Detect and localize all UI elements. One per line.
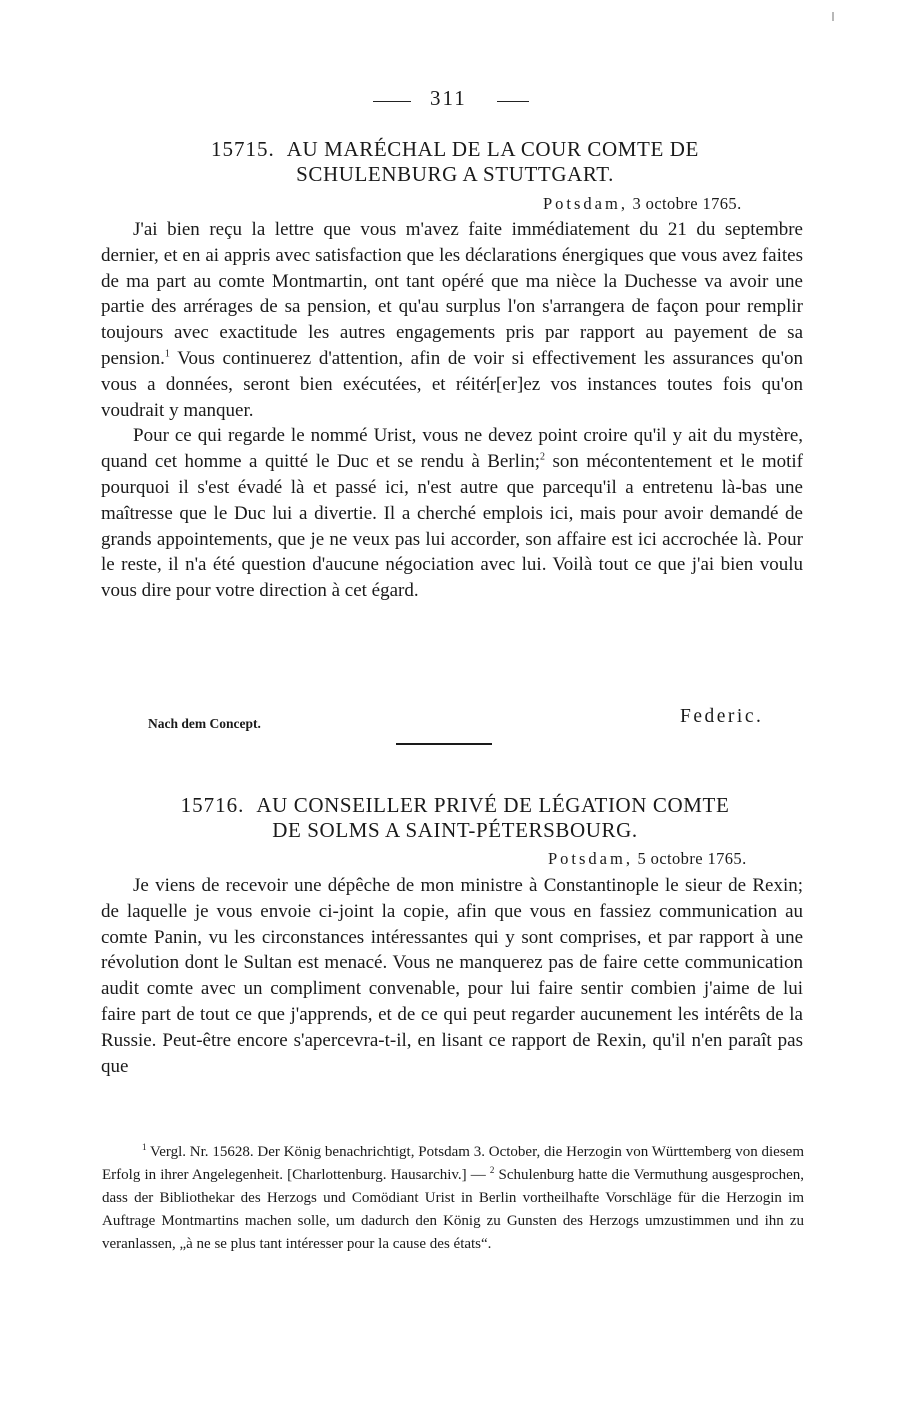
footnote-2: Schulenburg hatte die Vermuthung ausgesprochen, dass der Bibliothekar des Herzogs und Comödiant Urist in Berlin vortheilhafte Vorschläge für die Herzogin im Auftrage Montmartins machen solle, um dadurch den König zu Gunsten des Herzogs umzustimmen und ihn zu veranlassen, „à ne se plus tant intéresser pour la cause des états“. [102,1167,804,1252]
footnote-block [102,1141,804,1256]
letter-heading-line-1 [100,793,810,818]
source-note: Nach dem Concept. [148,716,261,731]
letter-number: 15715. [211,137,275,161]
letter-heading-line-2: SCHULENBURG A STUTTGART. [296,162,614,186]
date-place: Potsdam, [543,194,628,213]
letter-recipient: AU CONSEILLER PRIVÉ DE LÉGATION COMTE [256,793,730,817]
signature: Federic. [680,706,764,727]
date-text: 3 octobre 1765. [632,194,742,213]
page-number-dash-right [497,101,529,102]
letter-recipient: AU MARÉCHAL DE LA COUR COMTE DE [286,137,699,161]
letter-heading [100,793,810,843]
section-divider [396,743,492,745]
page-header [0,86,900,116]
footnote-ref: 1 [164,348,170,360]
letter-body [101,873,803,1079]
body-paragraph: Je viens de recevoir une dépêche de mon ministre à Constantinople le sieur de Rexin; de laquelle je vous envoie ci-joint la copie, afin que vous en fassiez communication au comte Panin, vu les circonstances intéressantes qui y sont comprises, et par rapport à une révolution dont le Sultan est menacé. Vous ne manquerez pas de faire cette communication audit comte avec un compliment convenable, pour lui faire sentir combien j'aime de lui faire part de tout ce que j'apprends, et de ce qui peut regarder aucunement les intérêts de la Russie. Peut-être encore s'apercevra-t-il, en lisant ce rapport de Rexin, qu'il n'en paraît pas que [101,875,803,1077]
letter-heading-line-1 [100,137,810,162]
footnote-1: Vergl. Nr. 15628. Der König benachrichtigt, Potsdam 3. October, die Herzogin von Württemberg von diesem Erfolg in ihrer Angelegenheit. [Charlottenburg. Hausarchiv.] — [102,1144,805,1183]
footnotes [102,1141,804,1256]
footnote-marker: 1 [142,1142,147,1152]
letter-dateline [543,194,742,214]
letter-body [101,217,803,604]
date-text: 5 octobre 1765. [637,849,747,868]
body-paragraph: J'ai bien reçu la lettre que vous m'avez faite immédiatement du 21 du septembre dernier, et en ai appris avec satisfaction que les déclarations énergiques que vous avez faites de ma part au comte Montmartin, ont tant opéré que ma nièce la Duchesse va avoir une partie des arrérages de sa pension, et qu'au surplus l'on s'arrangera de façon pour remplir toujours avec exactitude les autres engagements pris par rapport au payement de sa pension.$^1$ Vous continuerez d'attention, afin de voir si effectivement les assurances qu'on vous a données, seront bien exécutées, et réitér[er]ez vos instances toutes fois qu'on voudrait y manquer. [101,219,803,421]
margin-mark [832,12,834,21]
page-number-dash-left [373,101,411,102]
date-place: Potsdam, [548,849,633,868]
page-number: 311 [430,86,467,110]
body-paragraph: Pour ce qui regarde le nommé Urist, vous ne devez point croire qu'il y ait du mystère, quand cet homme a quitté le Duc et se rendu à Berlin;$^2$ son mécontentement et le motif pourquoi il s'est évadé là et passé ici, n'est autre que parcequ'il a entretenu là-bas une maîtresse que le Duc lui a divertie. Il a cherché emplois ici, mais pour avoir demandé de grands appointements, que je ne veux pas lui accorder, son affaire est ici accrochée là. Pour le reste, il n'a été question d'aucune négociation avec lui. Voilà tout ce que j'ai bien voulu vous dire pour votre direction à cet égard. [101,425,803,602]
letter-dateline [548,849,747,869]
letter-number: 15716. [180,793,245,817]
letter-heading [100,137,810,187]
footnote-ref: 2 [540,451,546,463]
letter-heading-line-2: DE SOLMS A SAINT-PÉTERSBOURG. [272,818,638,842]
footnote-marker: 2 [489,1165,495,1175]
